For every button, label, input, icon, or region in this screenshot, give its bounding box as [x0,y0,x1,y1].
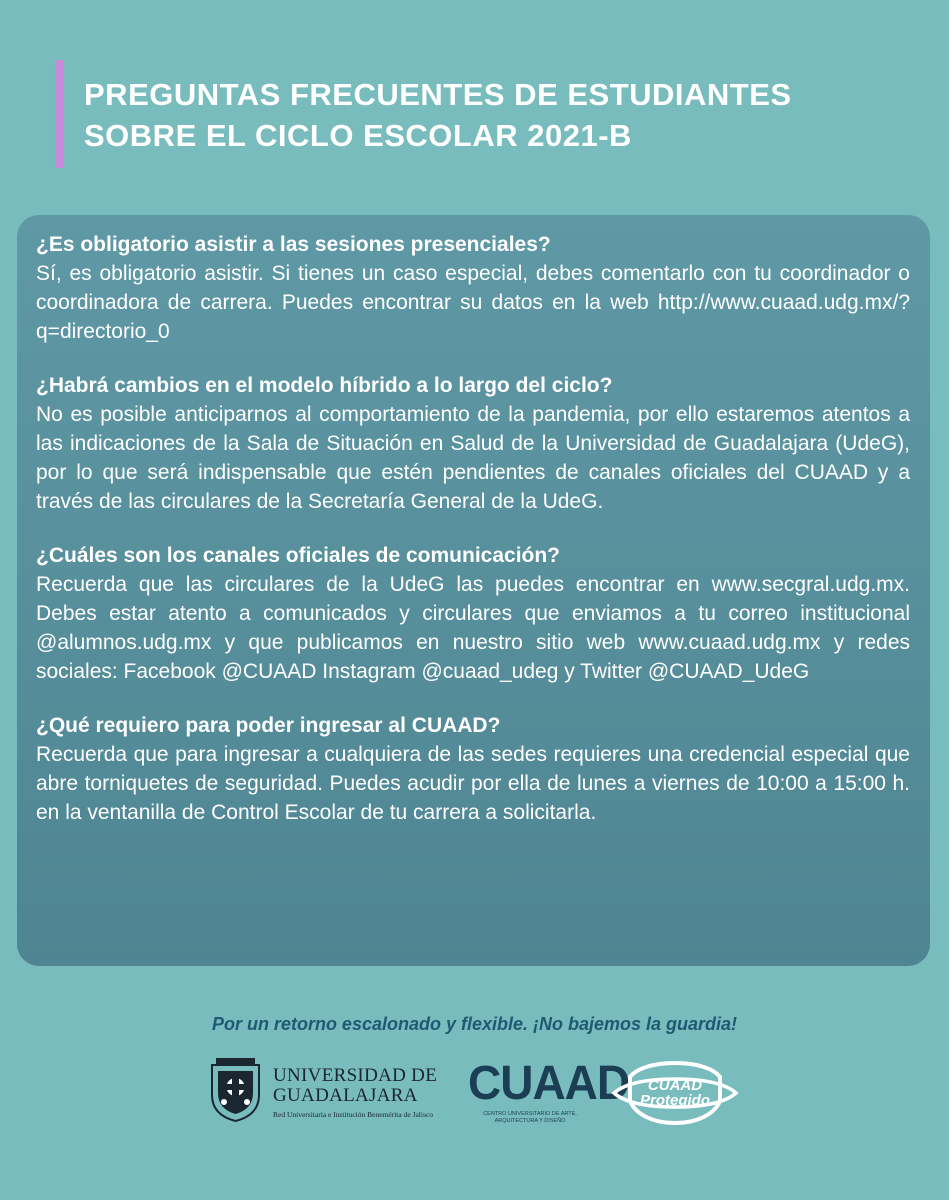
udg-subtitle: Red Universitaria e Institución Benemérita de Jalisco [273,1110,433,1119]
footer-slogan: Por un retorno escalonado y flexible. ¡No bajemos la guardia! [211,1014,738,1034]
faq-question: ¿Qué requiero para poder ingresar al CUAAD? [36,714,501,737]
faq-question: ¿Habrá cambios en el modelo híbrido a lo largo del ciclo? [36,374,613,397]
udg-crest-icon [208,1055,263,1123]
udg-name-line2: GUADALAJARA [273,1085,418,1106]
title-accent-bar [55,60,64,168]
udg-logo [208,1055,448,1125]
faq-question: ¿Cuáles son los canales oficiales de comunicación? [36,544,561,567]
cuaad-subtitle: CENTRO UNIVERSITARIO DE ARTE, ARQUITECTURA Y DISEÑO [483,1111,577,1124]
udg-name-line1: UNIVERSIDAD DE [273,1065,438,1086]
faq-answer: Recuerda que para ingresar a cualquiera de las sedes requieres una credencial especial que abre torniquetes de seguridad. Puedes acudir por ella de lunes a viernes de 10:00 a 15:00 h. en la ventanilla de Control Escolar de tu carrera a solicitarla. [36,743,910,824]
faq-panel [17,215,930,966]
faq-answer: Recuerda que las circulares de la UdeG las puedes encontrar en www.secgral.udg.mx. Debes estar atento a comunicados y circulares que enviamos a tu correo institucional @alumnos.udg.mx y que publicamos en nuestro sitio web www.cuaad.udg.mx y redes sociales: Facebook @CUAAD Instagram @cuaad_udeg y Twitter @CUAAD_UdeG [36,573,910,683]
faq-item [36,712,910,827]
cuaad-logo [468,1054,630,1127]
page-title [84,74,792,156]
title-line-1: PREGUNTAS FRECUENTES DE ESTUDIANTES [84,77,792,112]
faq-item [36,372,910,516]
header [55,60,915,168]
protegido-line1: CUAAD [647,1077,703,1094]
faq-item [36,231,910,346]
protegido-line2: Protegido [640,1092,710,1109]
logos-row [0,1053,949,1133]
faq-question: ¿Es obligatorio asistir a las sesiones presenciales? [36,233,551,256]
cuaad-protegido-logo [610,1057,740,1127]
faq-item [36,542,910,686]
faq-answer: No es posible anticiparnos al comportamiento de la pandemia, por ello estaremos atentos a las indicaciones de la Sala de Situación en Salud de la Universidad de Guadalajara (UdeG), por lo que será indispensable que estén pendientes de canales oficiales del CUAAD y a través de las circulares de la Secretaría General de la UdeG. [36,403,910,513]
cuaad-logo-text: CUAAD [468,1054,630,1110]
faq-answer: Sí, es obligatorio asistir. Si tienes un caso especial, debes comentarlo con tu coordinador o coordinadora de carrera. Puedes encontrar su datos en la web http://www.cuaad.udg.mx/?q=directorio_0 [36,262,910,343]
title-line-2: SOBRE EL CICLO ESCOLAR 2021-B [84,118,632,153]
